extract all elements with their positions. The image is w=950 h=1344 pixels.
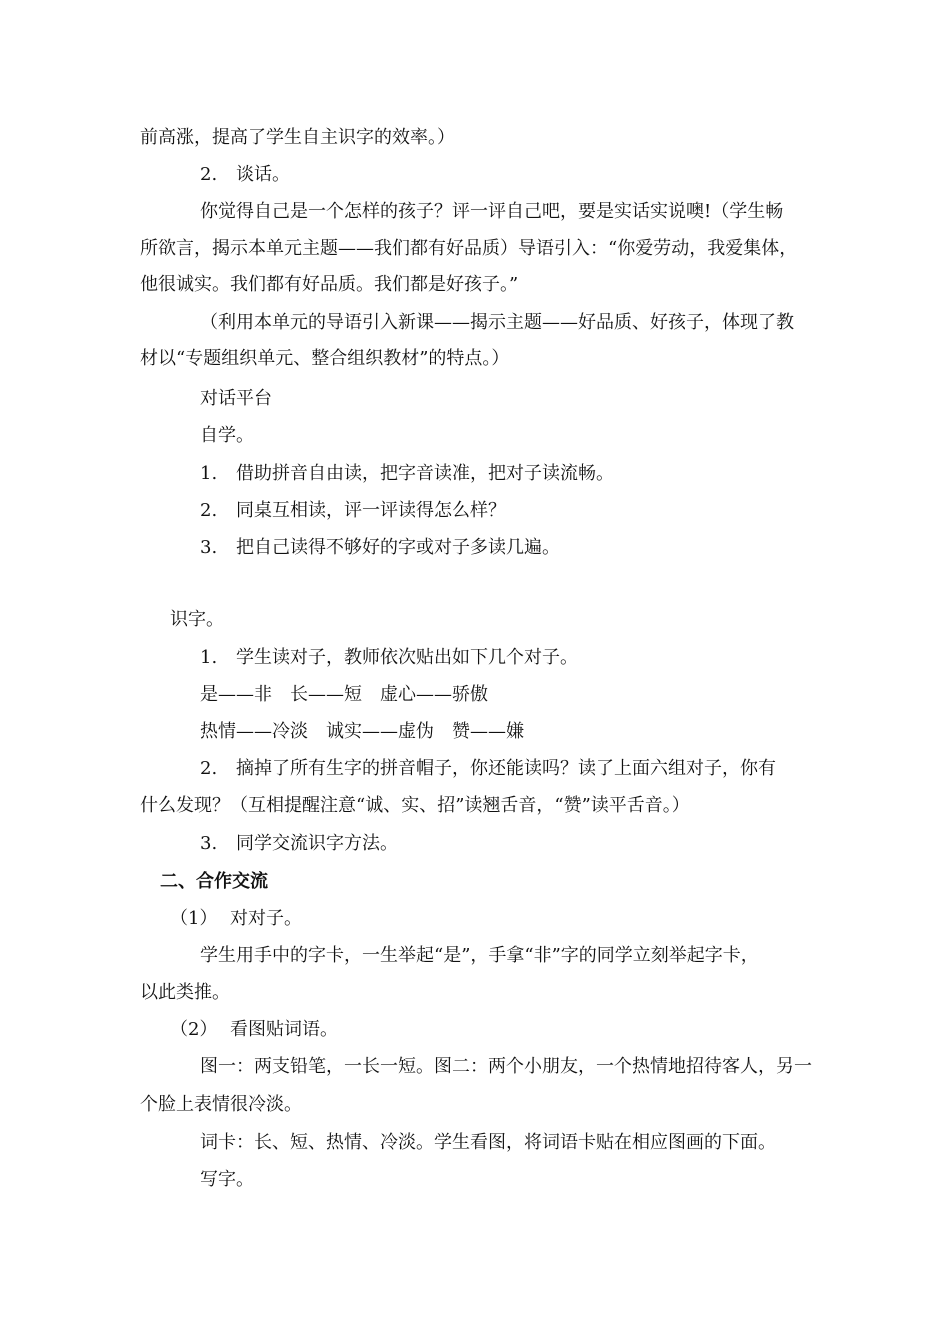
sub-heading — [170, 1018, 842, 1042]
section-heading: 对话平台 — [200, 388, 272, 409]
item-text: 学生读对子，教师依次贴出如下几个对子。 — [236, 647, 578, 668]
numbered-item — [200, 163, 812, 187]
paragraph-line: 他很诚实。我们都有好品质。我们都是好孩子。” — [140, 274, 519, 295]
paragraph-line: 词卡：长、短、热情、冷淡。学生看图，将词语卡贴在相应图画的下面。 — [200, 1132, 776, 1153]
numbered-item — [200, 757, 812, 781]
item-number: 2. — [200, 164, 218, 185]
item-number: 1. — [200, 647, 218, 668]
item-text: 把自己读得不够好的字或对子多读几遍。 — [236, 537, 560, 558]
paragraph-line: 前高涨，提高了学生自主识字的效率。） — [140, 127, 455, 148]
paragraph-line: 以此类推。 — [140, 982, 230, 1003]
paragraph-line: 所欲言，揭示本单元主题——我们都有好品质）导语引入：“你爱劳动，我爱集体， — [140, 238, 798, 259]
item-text: 看图贴词语。 — [230, 1019, 338, 1040]
item-number: 2. — [200, 758, 218, 779]
section-heading: 二、合作交流 — [160, 871, 268, 892]
section-heading: 识字。 — [170, 609, 224, 630]
item-number: （1） — [170, 908, 218, 929]
paragraph-line: 写字。 — [200, 1169, 254, 1190]
item-number: 3. — [200, 537, 218, 558]
numbered-item — [200, 832, 812, 856]
paragraph-line: 什么发现？（互相提醒注意“诚、实、招”读翘舌音，“赞”读平舌音。） — [140, 795, 690, 816]
item-text: 同桌互相读，评一评读得怎么样？ — [236, 500, 506, 521]
paragraph-line: 你觉得自己是一个怎样的孩子？评一评自己吧，要是实话实说噢!（学生畅 — [200, 201, 784, 222]
item-number: 1. — [200, 463, 218, 484]
item-text: 对对子。 — [230, 908, 302, 929]
numbered-item — [200, 499, 812, 523]
paragraph-line: 个脸上表情很冷淡。 — [140, 1094, 302, 1115]
item-text: 谈话。 — [236, 164, 290, 185]
paragraph-line: 材以“专题组织单元、整合组织教材”的特点。） — [140, 348, 510, 369]
word-pairs-line: 是——非 长——短 虚心——骄傲 — [200, 684, 488, 705]
paragraph-line: 自学。 — [200, 425, 254, 446]
numbered-item — [200, 646, 812, 670]
paragraph-line: （利用本单元的导语引入新课——揭示主题——好品质、好孩子，体现了教 — [200, 312, 794, 333]
numbered-item — [200, 536, 812, 560]
item-text: 同学交流识字方法。 — [236, 833, 398, 854]
item-number: 3. — [200, 833, 218, 854]
item-number: （2） — [170, 1019, 218, 1040]
paragraph-line: 图一：两支铅笔，一长一短。图二：两个小朋友，一个热情地招待客人，另一 — [200, 1056, 812, 1077]
item-number: 2. — [200, 500, 218, 521]
item-text: 摘掉了所有生字的拼音帽子，你还能读吗？读了上面六组对子，你有 — [236, 758, 776, 779]
word-pairs-line: 热情——冷淡 诚实——虚伪 赞——嫌 — [200, 721, 524, 742]
numbered-item — [200, 462, 812, 486]
item-text: 借助拼音自由读，把字音读准，把对子读流畅。 — [236, 463, 614, 484]
paragraph-line: 学生用手中的字卡，一生举起“是”，手拿“非”字的同学立刻举起字卡， — [200, 945, 759, 966]
sub-heading — [170, 907, 842, 931]
